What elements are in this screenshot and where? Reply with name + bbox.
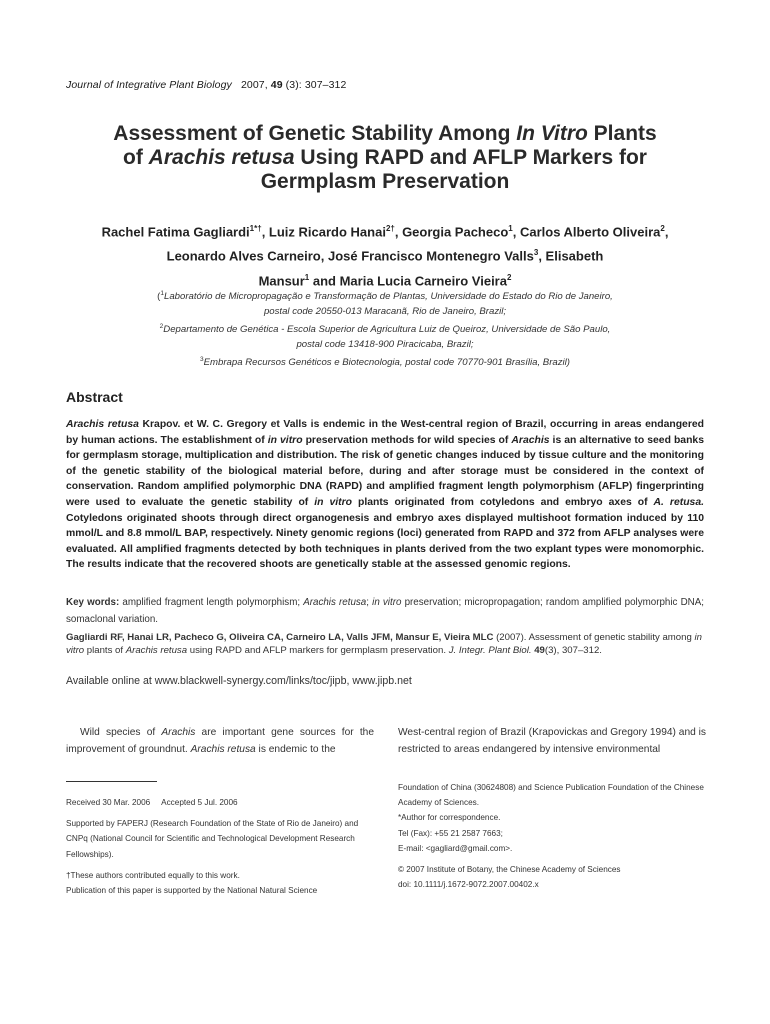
abstract-span: Cotyledons originated shoots through direct organogenesis and embryo axes displayed multishoot formation induced by 110 mmol/L and 8.8 mmol/L BAP, respectively. Ninety genomic regions (loci) generated from RAPD and 372 from AFLP analyses were evaluated. All amplified fragments detected by both techniques in plants derived from the two explant types were monomorphic. The results indicate that the recovered shoots are genetically stable at the assessed genomic regions. bbox=[66, 512, 704, 571]
equal-contribution-note: †These authors contributed equally to this work. bbox=[66, 870, 240, 880]
author-affiliation-mark: 2† bbox=[385, 224, 395, 233]
title-italic: In Vitro bbox=[516, 122, 588, 145]
author-affiliation-mark: 1 bbox=[508, 224, 513, 233]
affiliation-number: 1 bbox=[160, 290, 164, 297]
author-name: Rachel Fatima Gagliardi bbox=[101, 224, 250, 240]
body-column-left bbox=[66, 725, 374, 758]
author-list bbox=[40, 218, 730, 291]
footnote-divider bbox=[66, 781, 157, 782]
affiliation-text: postal code 20550-013 Maracanã, Rio de Janeiro, Brazil; bbox=[263, 306, 507, 318]
abstract-span: plants originated from cotyledons and embryo axes of bbox=[351, 496, 654, 508]
author-name: Leonardo Alves Carneiro, José Francisco Montenegro Valls bbox=[166, 248, 534, 264]
article-title bbox=[40, 122, 730, 194]
author-name: and Maria Lucia Carneiro Vieira bbox=[309, 272, 507, 288]
phone-number: Tel (Fax): +55 21 2587 7663; bbox=[398, 828, 503, 838]
abstract-italic: Arachis bbox=[511, 434, 550, 446]
journal-year: 2007, bbox=[240, 79, 268, 91]
keyword-text: amplified fragment length polymorphism; bbox=[119, 597, 304, 608]
abstract-italic: A. retusa. bbox=[653, 496, 704, 508]
affiliations bbox=[40, 286, 730, 371]
title-italic: Arachis retusa bbox=[148, 146, 295, 169]
correspondence-note: *Author for correspondence. bbox=[398, 813, 501, 823]
available-online-link[interactable]: Available online at www.blackwell-synergy.com/links/toc/jipb, www.jipb.net bbox=[66, 675, 412, 687]
author-affiliation-mark: 1 bbox=[304, 272, 310, 282]
citation-block bbox=[66, 632, 706, 657]
author-name: , Carlos Alberto Oliveira bbox=[512, 224, 661, 240]
title-text: Using RAPD and AFLP Markers for bbox=[294, 146, 647, 169]
abstract-text bbox=[66, 417, 704, 573]
author-separator: , bbox=[664, 224, 669, 240]
body-column-right bbox=[398, 725, 706, 758]
author-affiliation-mark: 2 bbox=[660, 224, 665, 233]
author-name: , Elisabeth bbox=[538, 248, 604, 264]
citation-text: using RAPD and AFLP markers for germplasm preservation. bbox=[187, 644, 449, 656]
citation-volume: 49 bbox=[531, 644, 545, 656]
author-affiliation-mark: 3 bbox=[533, 248, 539, 258]
citation-text: (2007). Assessment of genetic stability among bbox=[493, 632, 695, 643]
publication-support-note: Publication of this paper is supported by the National Natural Science bbox=[66, 886, 318, 896]
affiliation-text: postal code 13418-900 Piracicaba, Brazil; bbox=[296, 339, 474, 351]
author-affiliation-mark: 1*† bbox=[249, 224, 262, 233]
affiliation-text: Departamento de Genética - Escola Superior de Agricultura Luiz de Queiroz, Universidade de São Paulo, bbox=[163, 324, 611, 336]
author-name: Mansur bbox=[258, 272, 305, 288]
body-text: are important gene sources for the improvement of groundnut. bbox=[66, 727, 374, 755]
affiliation-text: Embrapa Recursos Genéticos e Biotecnologia, postal code 70770-901 Brasília, Brazil) bbox=[203, 357, 570, 369]
keyword-text: preservation; micropropagation; random amplified polymorphic DNA; somaclonal variation. bbox=[66, 597, 704, 625]
keywords-label: Key words: bbox=[66, 597, 120, 608]
keyword-italic: in vitro bbox=[372, 597, 402, 608]
title-text: Plants bbox=[587, 122, 657, 145]
journal-volume: 49 bbox=[270, 79, 283, 91]
title-text: of bbox=[123, 146, 149, 169]
citation-text: (3), 307–312. bbox=[544, 644, 602, 656]
body-text: Wild species of bbox=[80, 727, 162, 738]
abstract-heading: Abstract bbox=[66, 389, 123, 405]
keyword-text: ; bbox=[366, 597, 373, 608]
body-text: is endemic to the bbox=[255, 743, 336, 755]
foundation-note: Foundation of China (30624808) and Science Publication Foundation of the Chinese Academy of Sciences. bbox=[398, 783, 704, 808]
footnotes-left bbox=[66, 795, 378, 898]
received-dates: Received 30 Mar. 2006 Accepted 5 Jul. 2006 bbox=[66, 798, 238, 807]
body-italic: Arachis bbox=[161, 727, 196, 738]
author-affiliation-mark: 2 bbox=[506, 272, 512, 282]
body-italic: Arachis retusa bbox=[190, 743, 256, 755]
citation-italic: Arachis retusa bbox=[125, 644, 188, 656]
affiliation-text: Laboratório de Micropropagação e Transformação de Plantas, Universidade do Estado do Rio de Janeiro, bbox=[163, 291, 613, 303]
body-text: West-central region of Brazil (Krapovickas and Gregory 1994) and is restricted to areas endangered by intensive environmental bbox=[398, 727, 706, 755]
journal-citation-header bbox=[66, 79, 346, 91]
abstract-span: Krapov. et W. C. Gregory et Valls is endemic in the West-central region of Brazil, occurring in areas endangered by human actions. The establishment of bbox=[66, 419, 704, 446]
citation-authors: Gagliardi RF, Hanai LR, Pacheco G, Oliveira CA, Carneiro LA, Valls JFM, Mansur E, Vieira MLC bbox=[66, 632, 494, 643]
footnotes-right bbox=[398, 780, 710, 892]
keyword-italic: Arachis retusa bbox=[303, 597, 367, 608]
citation-journal: J. Integr. Plant Biol. bbox=[448, 644, 532, 656]
title-text: Germplasm Preservation bbox=[260, 170, 510, 193]
keywords bbox=[66, 594, 704, 628]
abstract-span: is an alternative to seed banks for germplasm storage, multiplication and distribution. The risk of genetic changes induced by tissue culture and the monitoring of the genetic stability of the biological material before, during and after storage must be considered in the context of conservation. Random amplified polymorphic DNA (RAPD) and amplified fragment length polymorphism (AFLP) fingerprinting were used to evaluate the genetic stability of bbox=[66, 434, 704, 508]
journal-issue-pages: (3): 307–312 bbox=[285, 79, 347, 91]
citation-italic: in vitro bbox=[66, 632, 702, 656]
author-name: , Georgia Pacheco bbox=[394, 224, 509, 240]
author-name: , Luiz Ricardo Hanai bbox=[261, 224, 386, 240]
abstract-italic: in vitro bbox=[314, 496, 352, 508]
copyright-notice: © 2007 Institute of Botany, the Chinese Academy of Sciences bbox=[398, 865, 621, 875]
email-address[interactable]: E-mail: <gagliard@gmail.com>. bbox=[398, 843, 513, 853]
abstract-italic: in vitro bbox=[267, 434, 303, 446]
citation-text: plants of bbox=[84, 644, 126, 656]
funding-note: Supported by FAPERJ (Research Foundation of the State of Rio de Janeiro) and CNPq (National Council for Scientific and Technological Development Research Fellowships). bbox=[66, 819, 359, 859]
doi-link[interactable]: doi: 10.1111/j.1672-9072.2007.00402.x bbox=[398, 880, 539, 890]
affiliation-number: 3 bbox=[200, 356, 204, 364]
journal-name: Journal of Integrative Plant Biology bbox=[66, 79, 232, 91]
abstract-span: preservation methods for wild species of bbox=[302, 434, 512, 446]
title-text: Assessment of Genetic Stability Among bbox=[113, 122, 517, 145]
affiliation-bracket: ( bbox=[157, 291, 161, 303]
affiliation-number: 2 bbox=[159, 323, 164, 331]
abstract-italic: Arachis retusa bbox=[66, 419, 139, 430]
